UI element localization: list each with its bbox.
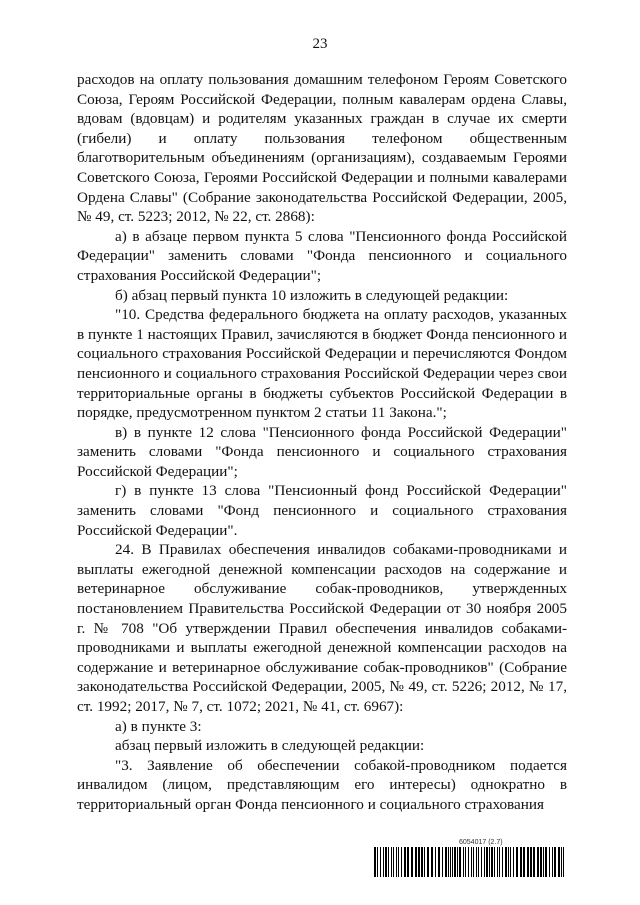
document-code: 6054017 (2.7)	[459, 839, 503, 846]
paragraph: расходов на оплату пользования домашним телефоном Героям Советского Союза, Героям Российской Федерации, полным кавалерам ордена Славы, вдовам (вдовцам) и родителям указанных граждан в случае их смерти (гибели) и оплату пользования телефоном общественным благотворительным объединениям (организациям), создаваемым Героями Советского Союза, Героями Российской Федерации и полными кавалерами Ордена Славы" (Собрание законодательства Российской Федерации, 2005, № 49, ст. 5223; 2012, № 22, ст. 2868):	[77, 71, 567, 226]
paragraph: б) абзац первый пункта 10 изложить в следующей редакции:	[115, 286, 509, 304]
barcode-image	[374, 847, 566, 877]
paragraph: "3. Заявление об обеспечении собакой-проводником подается инвалидом (лицом, представляющим его интересы) однократно в территориальный орган Фонда пенсионного и социального страхования	[77, 756, 567, 813]
paragraph: а) в абзаце первом пункта 5 слова "Пенсионного фонда Российской Федерации" заменить словами "Фонда пенсионного и социального страхования Российской Федерации";	[77, 227, 567, 284]
paragraph: г) в пункте 13 слова "Пенсионный фонд Российской Федерации" заменить словами "Фонд пенсионного и социального страхования Российской Федерации".	[77, 482, 567, 539]
paragraph: в) в пункте 12 слова "Пенсионного фонда Российской Федерации" заменить словами "Фонда пенсионного и социального страхования Российской Федерации";	[77, 423, 567, 480]
page-number: 23	[312, 36, 328, 52]
document-body	[77, 70, 567, 815]
paragraph: 24. В Правилах обеспечения инвалидов собаками-проводниками и выплаты ежегодной денежной компенсации расходов на содержание и ветеринарное обслуживание собак-проводников, утвержденных постановлением Правительства Российской Федерации от 30 ноября 2005 г. № 708 "Об утверждении Правил обеспечения инвалидов собаками-проводниками и выплаты ежегодной денежной компенсации расходов на содержание и ветеринарное обслуживание собак-проводников" (Собрание законодательства Российской Федерации, 2005, № 49, ст. 5226; 2012, № 17, ст. 1992; 2017, № 7, ст. 1072; 2021, № 41, ст. 6967):	[77, 541, 567, 715]
paragraph: а) в пункте 3:	[115, 717, 202, 735]
paragraph: абзац первый изложить в следующей редакции:	[115, 737, 425, 755]
paragraph: "10. Средства федерального бюджета на оплату расходов, указанных в пункте 1 настоящих Правил, зачисляются в бюджет Фонда пенсионного и социального страхования Российской Федерации и перечисляются Фондом пенсионного и социального страхования Российской Федерации через свои территориальные органы в бюджеты субъектов Российской Федерации в порядке, предусмотренном пунктом 2 статьи 11 Закона.";	[77, 306, 567, 422]
